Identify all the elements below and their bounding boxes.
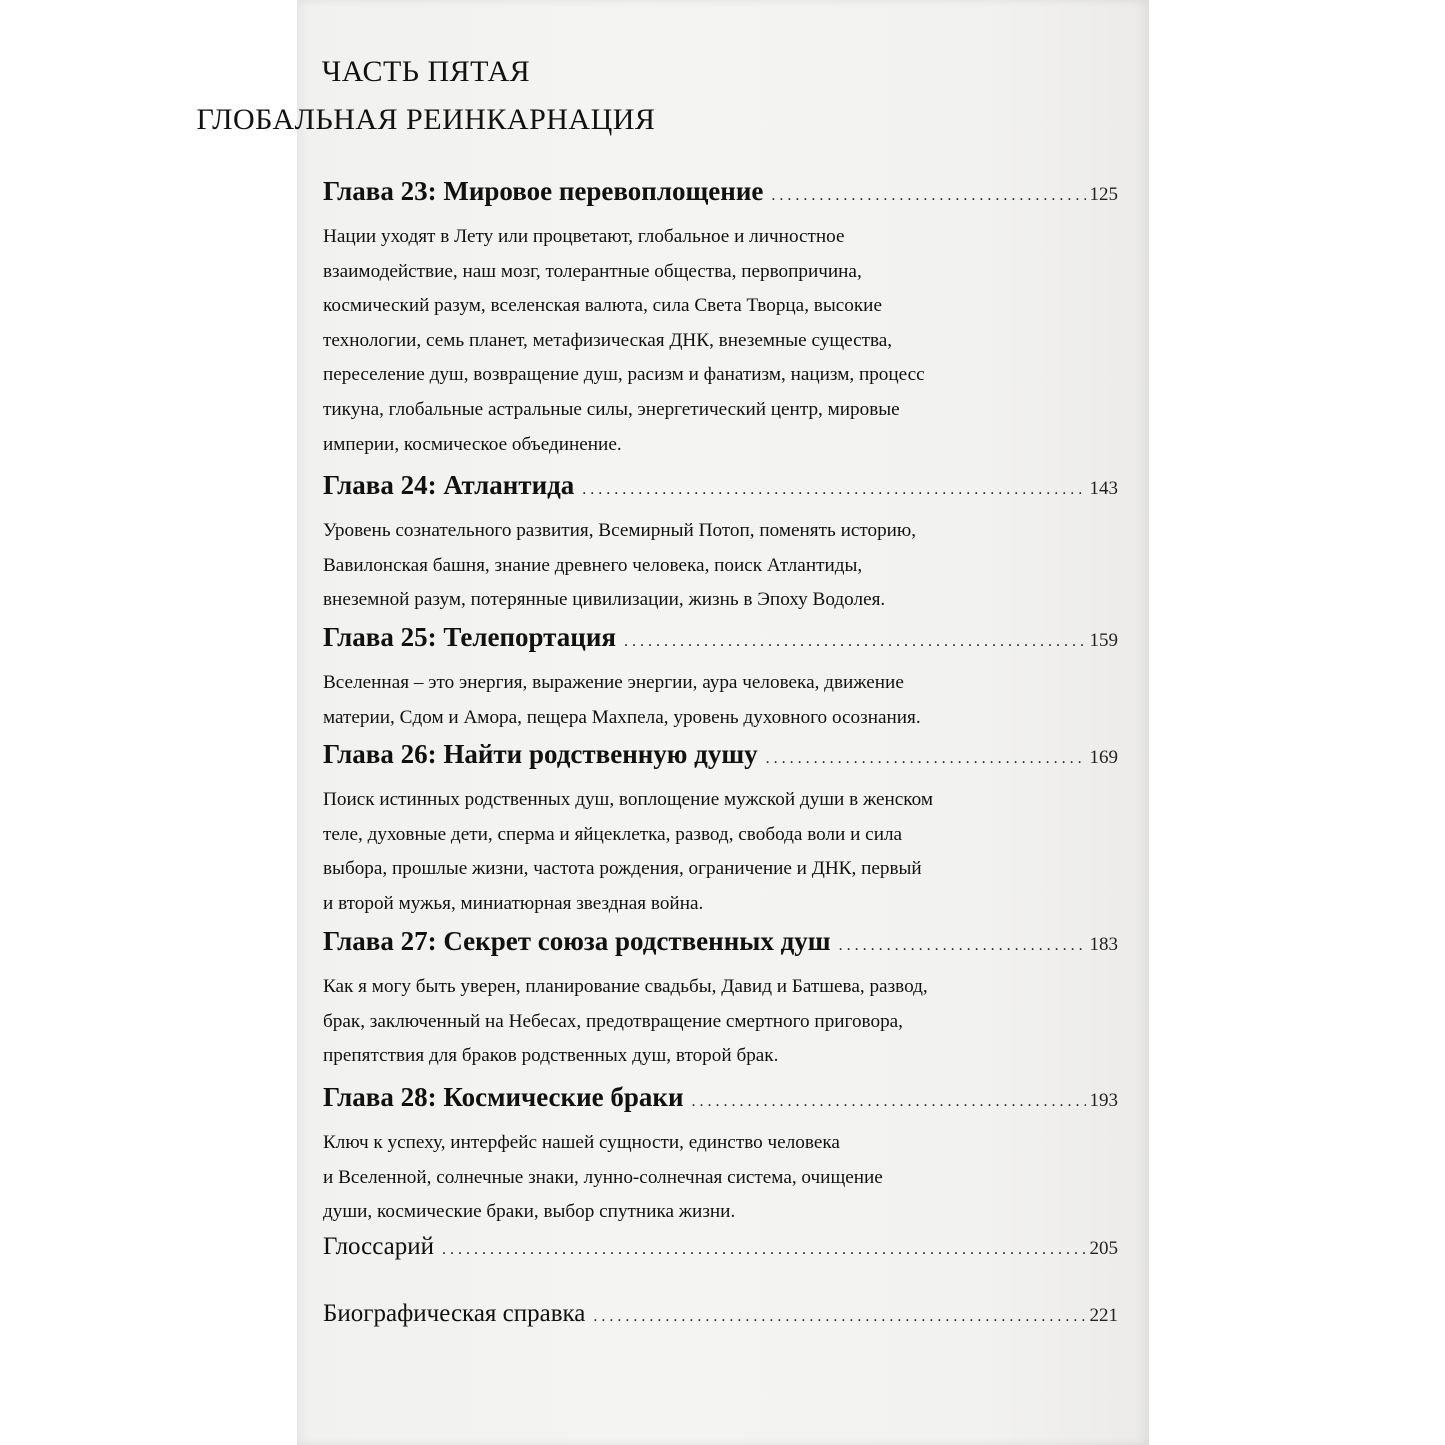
chapter-page-number: 159: [1089, 630, 1118, 651]
description-line: выбора, прошлые жизни, частота рождения, ограничение и ДНК, первый: [323, 858, 922, 880]
toc-entry-chapter-28: [323, 1082, 1118, 1230]
description-line: брак, заключенный на Небесах, предотвращение смертного приговора,: [323, 1010, 903, 1032]
chapter-description: [323, 220, 1118, 462]
description-line: Вавилонская башня, знание древнего человека, поиск Атлантиды,: [323, 554, 863, 576]
toc-entry-glossary: [323, 1233, 1118, 1261]
chapter-heading-line: [323, 739, 1118, 777]
chapter-page-number: 183: [1089, 934, 1118, 955]
part-label: ЧАСТЬ ПЯТАЯ: [321, 55, 531, 88]
description-line: и второй мужья, миниатюрная звездная война.: [323, 892, 704, 914]
chapter-title: Глава 27: Секрет союза родственных душ: [323, 926, 831, 956]
description-line: Поиск истинных родственных душ, воплощение мужской души в женском: [323, 789, 934, 810]
description-line: переселение душ, возвращение душ, расизм и фанатизм, нацизм, процесс: [323, 364, 925, 386]
description-line: тикуна, глобальные астральные силы, энергетический центр, мировые: [323, 398, 900, 420]
entry-page-number: 221: [1089, 1305, 1118, 1326]
chapter-title: Глава 28: Космические браки: [323, 1082, 684, 1112]
dot-leader: [839, 937, 1086, 955]
chapter-title: Глава 23: Мировое перевоплощение: [323, 176, 764, 206]
entry-page-number: 205: [1089, 1238, 1118, 1259]
toc-entry-biography: [323, 1300, 1118, 1328]
toc-entry-chapter-26: [323, 739, 1118, 921]
dot-leader: [442, 1241, 1085, 1259]
chapter-description: [323, 514, 1118, 618]
dot-leader: [692, 1093, 1086, 1111]
chapter-description: [323, 666, 1118, 735]
chapter-heading-line: [323, 1082, 1118, 1120]
description-line: материи, Сдом и Амора, пещера Махпела, уровень духовного осознания.: [323, 706, 921, 728]
dot-leader: [766, 750, 1086, 768]
chapter-heading-line: [323, 470, 1118, 508]
chapter-page-number: 169: [1089, 747, 1118, 768]
toc-entry-chapter-23: [323, 176, 1118, 462]
chapter-description: [323, 1126, 1118, 1230]
chapter-description: [323, 783, 1118, 921]
toc-line: [323, 1233, 1118, 1261]
description-line: Ключ к успеху, интерфейс нашей сущности, единство человека: [323, 1132, 840, 1153]
chapter-title: Глава 25: Телепортация: [323, 622, 616, 652]
dot-leader: [771, 187, 1085, 205]
chapter-title: Глава 24: Атлантида: [323, 470, 575, 500]
chapter-page-number: 125: [1089, 184, 1118, 205]
chapter-heading-line: [323, 176, 1118, 214]
description-line: препятствия для браков родственных душ, второй брак.: [323, 1045, 779, 1067]
chapter-heading-line: [323, 622, 1118, 660]
chapter-page-number: 193: [1089, 1090, 1118, 1111]
description-line: Нации уходят в Лету или процветают, глобальное и личностное: [323, 226, 845, 247]
description-line: и Вселенной, солнечные знаки, лунно-солнечная система, очищение: [323, 1166, 883, 1188]
chapter-page-number: 143: [1089, 478, 1118, 499]
description-line: космический разум, вселенская валюта, сила Света Творца, высокие: [323, 295, 882, 317]
dot-leader: [624, 633, 1086, 651]
entry-title: Биографическая справка: [323, 1300, 586, 1327]
part-title: ГЛОБАЛЬНАЯ РЕИНКАРНАЦИЯ: [196, 103, 656, 136]
chapter-heading-line: [323, 926, 1118, 964]
toc-line: [323, 1300, 1118, 1328]
description-line: империи, космическое объединение.: [323, 433, 622, 455]
toc-entry-chapter-24: [323, 470, 1118, 618]
description-line: Как я могу быть уверен, планирование свадьбы, Давид и Батшева, развод,: [323, 976, 928, 997]
entry-title: Глоссарий: [323, 1233, 435, 1260]
toc-entry-chapter-25: [323, 622, 1118, 735]
description-line: души, космические браки, выбор спутника жизни.: [323, 1201, 736, 1223]
description-line: теле, духовные дети, сперма и яйцеклетка, развод, свобода воли и сила: [323, 823, 903, 845]
chapter-title: Глава 26: Найти родственную душу: [323, 739, 758, 769]
description-line: внеземной разум, потерянные цивилизации, жизнь в Эпоху Водолея.: [323, 589, 886, 611]
dot-leader: [582, 481, 1085, 499]
dot-leader: [593, 1308, 1085, 1326]
chapter-description: [323, 970, 1118, 1074]
description-line: Уровень сознательного развития, Всемирный Потоп, поменять историю,: [323, 520, 917, 541]
description-line: взаимодействие, наш мозг, толерантные общества, первопричина,: [323, 260, 862, 282]
description-line: Вселенная – это энергия, выражение энергии, аура человека, движение: [323, 672, 904, 693]
toc-entry-chapter-27: [323, 926, 1118, 1074]
description-line: технологии, семь планет, метафизическая ДНК, внеземные существа,: [323, 329, 893, 351]
